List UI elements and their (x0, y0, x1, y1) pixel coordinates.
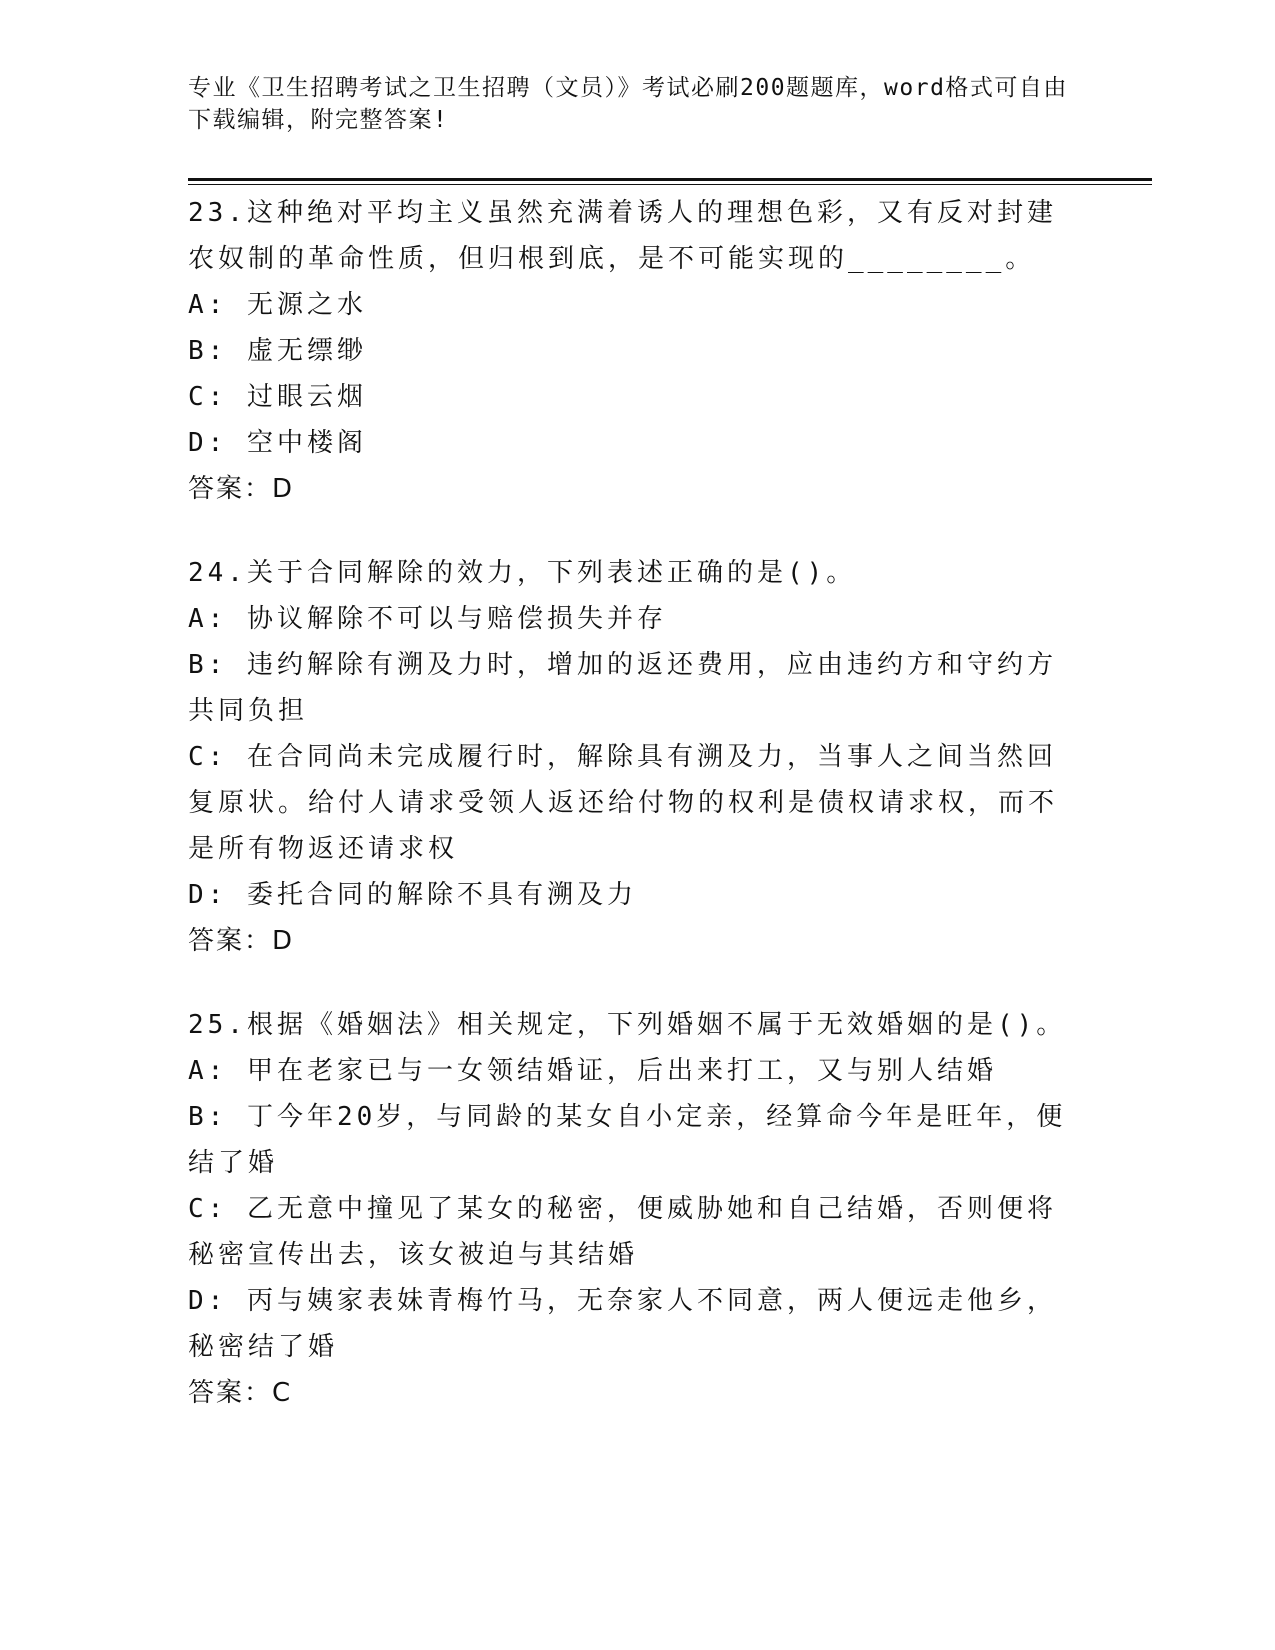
option-a: A: 协议解除不可以与赔偿损失并存 (188, 604, 667, 634)
option-d: D: 委托合同的解除不具有溯及力 (188, 880, 637, 910)
question-25 (188, 1002, 1068, 1416)
option-b: B: 虚无缥缈 (188, 336, 367, 366)
question-stem: 23.这种绝对平均主义虽然充满着诱人的理想色彩，又有反对封建农奴制的革命性质，但归根到底，是不可能实现的________。 (188, 198, 1057, 274)
answer-line: 答案：D (188, 926, 295, 956)
option-b: B: 违约解除有溯及力时，增加的返还费用，应由违约方和守约方共同负担 (188, 650, 1057, 726)
option-a: A: 无源之水 (188, 290, 367, 320)
option-a: A: 甲在老家已与一女领结婚证，后出来打工，又与别人结婚 (188, 1056, 997, 1086)
question-23 (188, 190, 1068, 512)
option-c: C: 乙无意中撞见了某女的秘密，便威胁她和自己结婚，否则便将秘密宣传出去，该女被迫与其结婚 (188, 1194, 1057, 1270)
answer-line: 答案：C (188, 1378, 293, 1408)
question-24 (188, 550, 1068, 964)
option-d: D: 丙与姨家表妹青梅竹马，无奈家人不同意，两人便远走他乡，秘密结了婚 (188, 1286, 1057, 1362)
option-c: C: 过眼云烟 (188, 382, 367, 412)
document-header: 专业《卫生招聘考试之卫生招聘（文员）》考试必刷200题题库，word格式可自由下载编辑，附完整答案! (188, 75, 1068, 133)
question-stem: 24.关于合同解除的效力，下列表述正确的是()。 (188, 558, 857, 588)
question-stem: 25.根据《婚姻法》相关规定，下列婚姻不属于无效婚姻的是()。 (188, 1010, 1067, 1040)
option-c: C: 在合同尚未完成履行时，解除具有溯及力，当事人之间当然回复原状。给付人请求受领人返还给付物的权利是债权请求权，而不是所有物返还请求权 (188, 742, 1059, 864)
answer-line: 答案：D (188, 474, 295, 504)
option-d: D: 空中楼阁 (188, 428, 367, 458)
header-divider-thin (188, 184, 1152, 185)
option-b: B: 丁今年20岁，与同龄的某女自小定亲，经算命今年是旺年，便结了婚 (188, 1102, 1067, 1178)
header-divider-thick (188, 178, 1152, 181)
